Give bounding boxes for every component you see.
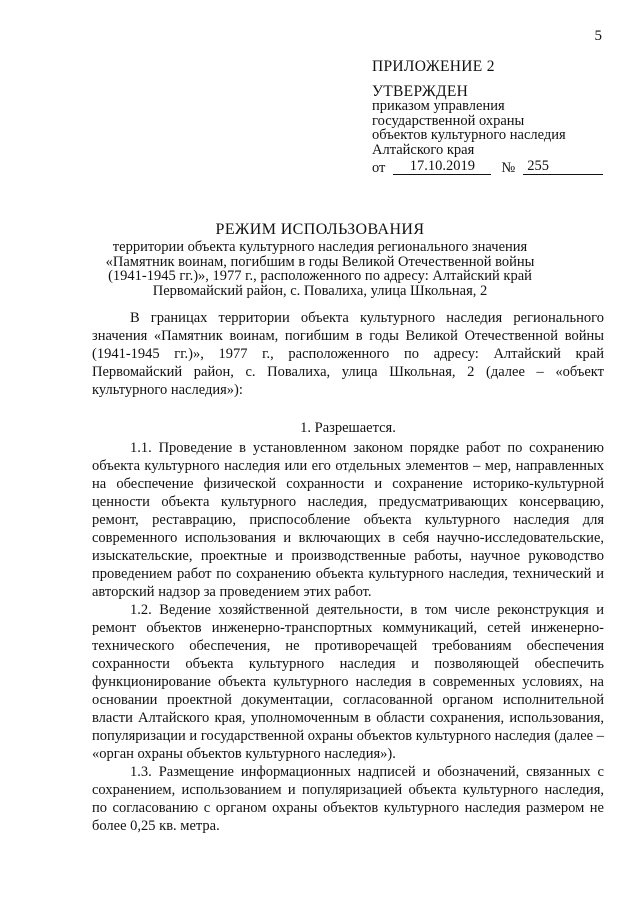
appendix-line: объектов культурного наследия [372,127,566,143]
page-number: 5 [594,28,602,44]
subheading-line: территории объекта культурного наследия регионального значения [112,239,528,255]
list-item: 1.2. Ведение хозяйственной деятельности, в том числе реконструкция и ремонт объектов инженерно-транспортных коммуникаций, сетей инженерно-технического обеспечения, не противоречащей требованиям обеспечения сохранности объекта культурного наследия и позволяющей обеспечить функционирование объекта культурного наследия в современных условиях, на основании проектной документации, согласованной органом исполнительной власти Алтайского края, уполномоченным в области сохранения, использования, популяризации и государственной охраны объектов культурного наследия (далее – «орган охраны объектов культурного наследия»). [92,602,604,762]
approved-label: УТВЕРЖДЕН [372,82,469,100]
appendix-line: приказом управления [372,98,505,114]
order-date: 17.10.2019 [393,159,491,175]
subheading-line: «Памятник воинам, погибшим в годы Великой Отечественной войны [105,253,535,270]
from-label: от [372,159,386,176]
subheading-line: Первомайский район, с. Повалиха, улица Школьная, 2 [152,282,488,299]
list-item: 1.1. Проведение в установленном законом порядке работ по сохранению объекта культурного наследия или его отдельных элементов – мер, направленных на обеспечение физической сохранности и сохранение историко-культурной ценности объекта культурного наследия, предусматривающих консервацию, ремонт, реставрацию, приспособление объекта культурного наследия для современного использования и включающих в себя научно-исследовательские, изыскательские, проектные и производственные работы, научное руководство проведением работ по сохранению объекта культурного наследия, технический и авторский надзор за проведением этих работ. [92,440,604,600]
appendix-title: ПРИЛОЖЕНИЕ 2 [372,58,495,75]
section-heading: 1. Разрешается. [300,420,396,436]
appendix-line: Алтайского края [372,141,475,158]
document-heading: РЕЖИМ ИСПОЛЬЗОВАНИЯ [215,221,425,238]
order-reference [372,159,612,175]
appendix-block [372,60,612,175]
document-body [92,309,604,835]
intro-paragraph: В границах территории объекта культурного наследия регионального значения «Памятник воинам, погибшим в годы Великой Отечественной войны (1941-1945 гг.)», 1977 г., расположенного по адресу: Алтайский край Первомайский район, с. Повалиха, улица Школьная, 2 (далее – «объект культурного наследия»): [92,310,604,398]
subheading-line: (1941-1945 гг.)», 1977 г., расположенного по адресу: Алтайский край [108,268,532,284]
list-item: 1.3. Размещение информационных надписей и обозначений, связанных с сохранением, использованием и популяризацией объекта культурного наследия, по согласованию с органом охраны объектов культурного наследия размером не более 0,25 кв. метра. [92,764,604,834]
document-subheading [92,240,548,298]
appendix-line: государственной охраны [372,112,525,129]
number-label: № [501,159,516,176]
order-number: 255 [523,159,603,175]
